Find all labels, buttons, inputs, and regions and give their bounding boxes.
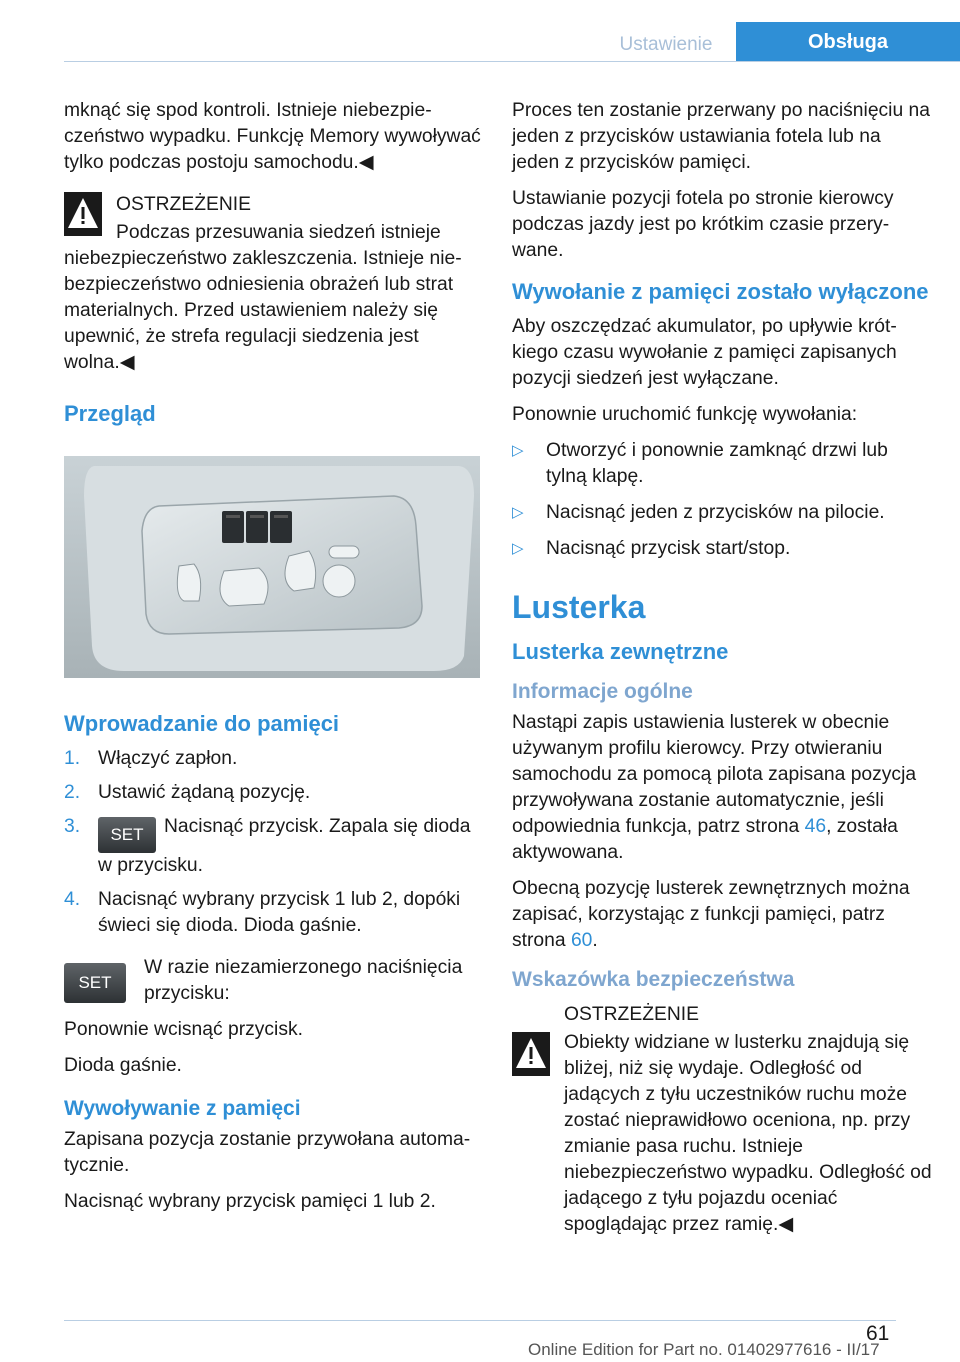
warning-block [64, 192, 482, 376]
restart-bullets [512, 438, 932, 562]
general-paragraph-2: Obecną pozycję lusterek zewnętrznych można zapisać, korzystając z funkcji pamięci, patrz strona 60. [512, 878, 910, 951]
recall-off-paragraph: Aby oszczędzać akumulator, po upływie krótkiego czasu wywołanie z pamięci zapisanych pozycji siedzeń jest wyłączane. [512, 316, 897, 389]
warning-label: OSTRZEŻENIE [564, 1004, 699, 1025]
recall-paragraph-2: Nacisnąć wybrany przycisk pamięci 1 lub 2. [64, 1191, 436, 1212]
general-info-heading: Informacje ogólne [512, 680, 693, 703]
general-paragraph: Nastąpi zapis ustawienia lusterek w obecnie używanym profilu kierowcy. Przy otwieraniu samochodu za pomocą pilota zapisana pozycja przywoływana zostanie automatycznie, jeśli odpowiednia funkcja, patrz strona 46, została aktywowana. [512, 712, 917, 863]
footer-divider [64, 1320, 896, 1321]
intro-paragraph: mknąć się spod kontroli. Istnieje niebezpieczeństwo wypadku. Funkcję Memory wywoływać tylko podczas postoju samochodu.◀ [64, 100, 481, 173]
recall-heading: Wywoływanie z pamięci [64, 1097, 301, 1120]
warning-icon [64, 192, 102, 236]
warning-text: Obiekty widziane w lusterku znajdują się bliżej, niż się wydaje. Odległość od jadących z tyłu uczestników ruchu może zostać nieprawidłowo oceniona, np. przy zmianie pasa ruchu. Istnieje niebezpieczeństwo wypadku. Odległość od jadącego z tyłu pojazdu oceniać spoglądając przez ramię.◀ [564, 1032, 932, 1235]
page-number: 61 [866, 1322, 890, 1345]
warning-label: OSTRZEŻENIE [116, 194, 251, 215]
warning-text: Podczas przesuwania siedzeń istnieje niebezpieczeństwo zakleszczenia. Istnieje niebezpieczeństwo odniesienia obrażeń lub strat materialnych. Przed ustawieniem należy się upewnić, że strefa regulacji siedzenia jest wolna.◀ [64, 222, 462, 373]
set-note-block [64, 955, 482, 1007]
page-link[interactable]: 60 [570, 930, 593, 951]
set-note-text-2: Ponownie wcisnąć przycisk. [64, 1019, 303, 1040]
left-column [64, 98, 482, 1225]
triangle-bullet-icon: ▷ [512, 442, 524, 459]
list-item: ▷ Nacisnąć jeden z przycisków na pilocie. [512, 500, 932, 526]
warning-icon [512, 1032, 550, 1076]
outer-mirrors-heading: Lusterka zewnętrzne [512, 639, 729, 664]
recall-off-heading: Wywołanie z pamięci zostało wyłączone [512, 279, 929, 304]
right-paragraph-2: Ustawianie pozycji fotela po stronie kierowcy podczas jazdy jest po krótkim czasie przerywane. [512, 188, 894, 261]
list-item: 1. Włączyć zapłon. [64, 748, 238, 769]
list-item: 3. SET Nacisnąć przycisk. Zapala się dioda w przycisku. [64, 816, 471, 876]
overview-heading: Przegląd [64, 401, 156, 426]
header-active-tab[interactable]: Obsługa [736, 22, 960, 62]
mirrors-heading: Lusterka [512, 589, 646, 625]
page-link[interactable]: 46 [804, 816, 827, 837]
list-item: 4. Nacisnąć wybrany przycisk 1 lub 2, dopóki świeci się dioda. Dioda gaśnie. [64, 889, 461, 936]
safety-heading: Wskazówka bezpieczeństwa [512, 968, 795, 991]
header-divider [64, 61, 960, 62]
seat-controls-photo [64, 456, 480, 678]
page-header [0, 0, 960, 62]
right-column [512, 98, 932, 1248]
set-button-icon: SET [98, 817, 156, 853]
set-note-text: W razie niezamierzonego naciśnięcia przycisku: [144, 957, 463, 1004]
list-item: ▷ Nacisnąć przycisk start/stop. [512, 536, 932, 562]
header-section-tab[interactable]: Ustawienie [619, 34, 713, 55]
list-item: ▷ Otworzyć i ponownie zamknąć drzwi lub tylną klapę. [512, 440, 888, 487]
set-button-icon: SET [64, 963, 126, 1003]
recall-paragraph: Zapisana pozycja zostanie przywołana automatycznie. [64, 1129, 471, 1176]
warning-block [512, 1002, 932, 1238]
memory-steps-list [64, 746, 482, 939]
list-item: 2. Ustawić żądaną pozycję. [64, 782, 311, 803]
right-paragraph-1: Proces ten zostanie przerwany po naciśnięciu na jeden z przycisków ustawiania fotela lub na jeden z przycisków pamięci. [512, 100, 930, 173]
recall-off-paragraph-2: Ponownie uruchomić funkcję wywołania: [512, 404, 858, 425]
memory-heading: Wprowadzanie do pamięci [64, 711, 340, 736]
edition-text: Online Edition for Part no. 01402977616 - II/17 [528, 1340, 880, 1359]
triangle-bullet-icon: ▷ [512, 540, 524, 557]
set-note-text-3: Dioda gaśnie. [64, 1055, 182, 1076]
triangle-bullet-icon: ▷ [512, 504, 524, 521]
